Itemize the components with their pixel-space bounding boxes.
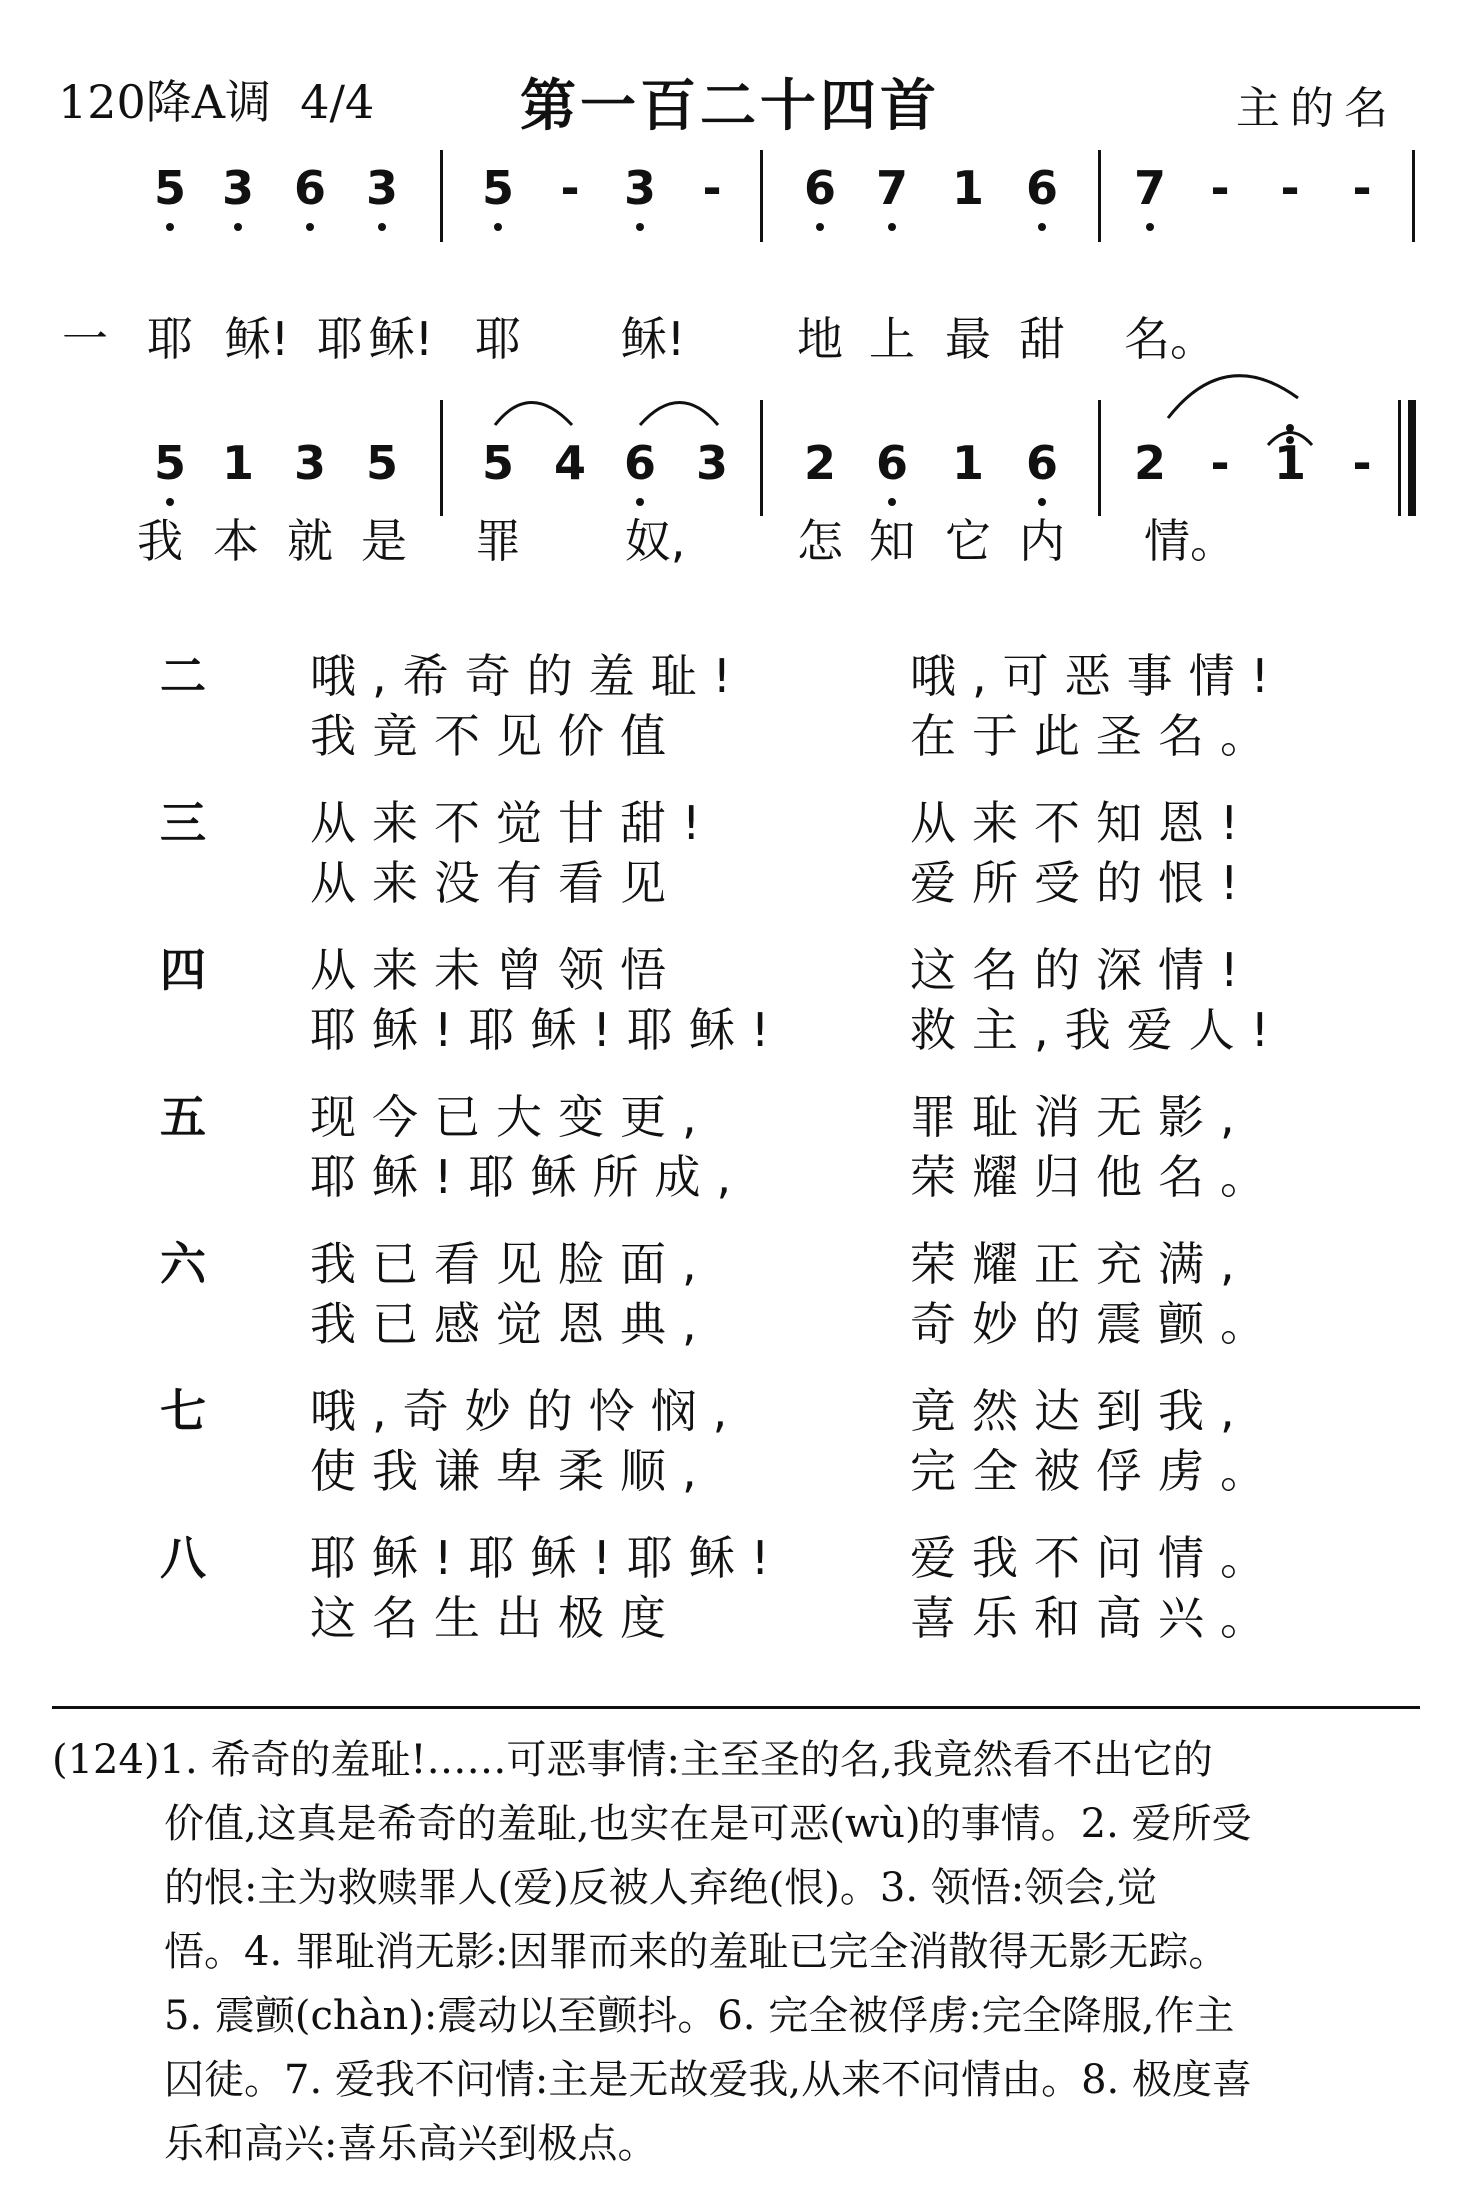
verse-number: 三 <box>160 796 206 850</box>
note: 6 <box>872 440 912 486</box>
verse-line: 喜乐和高兴。 <box>910 1591 1282 1645</box>
dash: - <box>1210 161 1230 215</box>
note: 5 <box>365 436 398 490</box>
lyric: 内 <box>1019 514 1065 568</box>
verse-line: 从来没有看见 <box>310 856 682 910</box>
note: 5 <box>150 165 190 211</box>
verse-line: 哦,奇妙的怜悯, <box>310 1384 744 1438</box>
lyric: 奴, <box>624 514 686 568</box>
note: 5 <box>481 436 514 490</box>
footnote-line: 5. 震颤(chàn):震动以至颤抖。6. 完全被俘虏:完全降服,作主 <box>164 1993 1235 2039</box>
lyric: 稣! <box>368 312 434 366</box>
footnote-divider <box>52 1706 1420 1709</box>
note: 3 <box>362 165 402 211</box>
hymn-title: 第一百二十四首 <box>520 74 940 139</box>
note: 3 <box>293 436 326 490</box>
verse-line: 从来未曾领悟 <box>310 943 682 997</box>
note: 7 <box>872 165 912 211</box>
barline <box>440 400 443 516</box>
lyric: 稣! <box>224 312 290 366</box>
lyric: 知 <box>869 514 915 568</box>
lyric: 情。 <box>1144 514 1236 568</box>
lyric: 最 <box>945 312 991 366</box>
lyric: 就 <box>287 514 333 568</box>
note: 6 <box>620 440 660 486</box>
note: 5 <box>150 440 190 486</box>
lyric: 耶 <box>147 312 193 366</box>
note-high: 1 <box>1270 440 1310 486</box>
note: 6 <box>800 165 840 211</box>
note: 3 <box>695 436 728 490</box>
footnote-line: 囚徒。7. 爱我不问情:主是无故爱我,从来不问情由。8. 极度喜 <box>164 2057 1252 2103</box>
dash: - <box>1352 436 1372 490</box>
dash: - <box>1352 161 1372 215</box>
lyric: 怎 <box>797 514 843 568</box>
verse-line: 耶稣!耶稣所成, <box>310 1150 748 1204</box>
dash: - <box>560 161 580 215</box>
note: 2 <box>803 436 836 490</box>
lyric: 耶 <box>475 312 521 366</box>
note: 1 <box>951 161 984 215</box>
verse-line: 哦,可恶事情! <box>910 649 1286 703</box>
tune-info: 120降A调 4/4 <box>58 75 375 129</box>
final-barline-thin <box>1398 400 1401 516</box>
verse-line: 竟然达到我, <box>910 1384 1251 1438</box>
dash: - <box>702 161 722 215</box>
verse-number: 八 <box>160 1531 206 1585</box>
final-barline-thick <box>1408 400 1416 516</box>
note: 6 <box>1022 440 1062 486</box>
note: 2 <box>1133 436 1166 490</box>
footnote-line: 价值,这真是希奇的羞耻,也实在是可恶(wù)的事情。2. 爱所受 <box>164 1801 1252 1847</box>
verse-line: 使我谦卑柔顺, <box>310 1444 713 1498</box>
lyric: 耶 <box>317 312 363 366</box>
verse-line: 爱我不问情。 <box>910 1531 1282 1585</box>
lyric: 我 <box>137 514 183 568</box>
verse-line: 奇妙的震颤。 <box>910 1297 1282 1351</box>
note: 6 <box>290 165 330 211</box>
lyric: 罪 <box>475 514 521 568</box>
verse-line: 耶稣!耶稣!耶稣! <box>310 1531 786 1585</box>
lyric: 地 <box>797 312 843 366</box>
lyric: 本 <box>213 514 259 568</box>
note: 6 <box>1022 165 1062 211</box>
verse-line: 荣耀正充满, <box>910 1237 1251 1291</box>
lyric: 是 <box>361 514 407 568</box>
barline <box>1098 400 1101 516</box>
verse-number: 五 <box>160 1090 206 1144</box>
footnote-line: 的恨:主为救赎罪人(爱)反被人弃绝(恨)。3. 领悟:领会,觉 <box>164 1865 1157 1911</box>
hymn-category: 主的名 <box>1236 83 1398 134</box>
verse-line: 荣耀归他名。 <box>910 1150 1282 1204</box>
verse-line: 救主,我爱人! <box>910 1003 1286 1057</box>
verse-number: 二 <box>160 649 206 703</box>
footnote-line: 乐和高兴:喜乐高兴到极点。 <box>164 2121 658 2167</box>
note: 7 <box>1130 165 1170 211</box>
footnote-line: (124)1. 希奇的羞耻!……可恶事情:主至圣的名,我竟然看不出它的 <box>52 1737 1213 1783</box>
lyric: 稣! <box>620 312 686 366</box>
verse-line: 爱所受的恨! <box>910 856 1255 910</box>
note: 1 <box>221 436 254 490</box>
verse-line: 罪耻消无影, <box>910 1090 1251 1144</box>
verse-line: 从来不知恩! <box>910 796 1255 850</box>
verse-line: 现今已大变更, <box>310 1090 713 1144</box>
verse-number: 七 <box>160 1384 206 1438</box>
verse-line: 完全被俘虏。 <box>910 1444 1282 1498</box>
footnotes <box>52 1728 1422 2176</box>
footnote-line: 悟。4. 罪耻消无影:因罪而来的羞耻已完全消散得无影无踪。 <box>164 1929 1229 1975</box>
note: 4 <box>553 436 586 490</box>
verse-line: 我已感觉恩典, <box>310 1297 713 1351</box>
verse-line: 哦,希奇的羞耻! <box>310 649 748 703</box>
verse-line: 我已看见脸面, <box>310 1237 713 1291</box>
note: 5 <box>478 165 518 211</box>
verse-line: 耶稣!耶稣!耶稣! <box>310 1003 786 1057</box>
verse-line: 这名生出极度 <box>310 1591 682 1645</box>
verse-line: 这名的深情! <box>910 943 1255 997</box>
lyric: 上 <box>869 312 915 366</box>
lyric: 它 <box>945 514 991 568</box>
note: 3 <box>620 165 660 211</box>
lyric: 一 <box>62 312 108 366</box>
lyric: 名。 <box>1124 312 1216 366</box>
lyric: 甜 <box>1019 312 1065 366</box>
note: 3 <box>218 165 258 211</box>
dash: - <box>1210 436 1230 490</box>
barline <box>760 400 763 516</box>
verse-number: 六 <box>160 1237 206 1291</box>
verse-line: 在于此圣名。 <box>910 709 1282 763</box>
verse-line: 从来不觉甘甜! <box>310 796 717 850</box>
dash: - <box>1280 161 1300 215</box>
note: 1 <box>951 436 984 490</box>
verse-number: 四 <box>160 943 206 997</box>
verse-line: 我竟不见价值 <box>310 709 682 763</box>
